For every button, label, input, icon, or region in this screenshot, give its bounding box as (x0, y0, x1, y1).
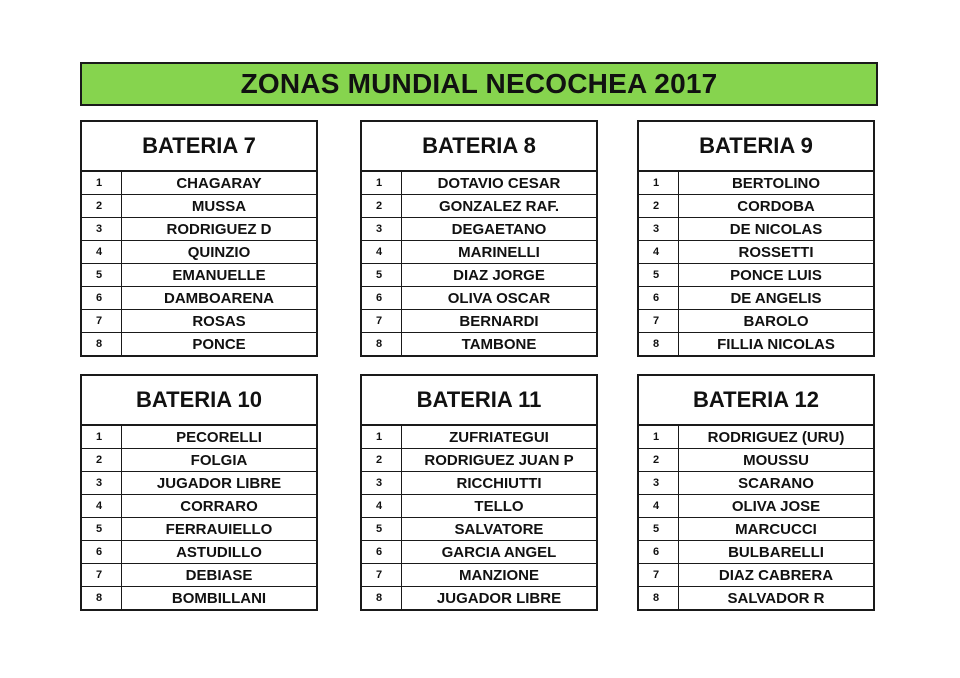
table-row (639, 217, 873, 240)
table-row (639, 309, 873, 332)
table-row (82, 448, 316, 471)
table-row (82, 540, 316, 563)
player-number: 6 (362, 541, 402, 563)
player-number: 6 (82, 287, 122, 309)
table-row (639, 586, 873, 609)
player-name: MARCUCCI (735, 520, 817, 538)
player-number: 1 (362, 172, 402, 194)
player-name: SCARANO (738, 474, 814, 492)
table-row (82, 494, 316, 517)
player-name: MARINELLI (458, 243, 540, 261)
table-row (362, 172, 596, 194)
player-name: BERTOLINO (731, 174, 821, 192)
table-row (362, 194, 596, 217)
player-number: 1 (639, 426, 679, 448)
player-name: CHAGARAY (176, 174, 262, 192)
player-name: DEBIASE (185, 566, 253, 584)
player-number: 3 (82, 218, 122, 240)
player-number: 2 (639, 449, 679, 471)
player-name: OLIVA JOSE (731, 497, 821, 515)
bateria-title: BATERIA 8 (362, 122, 596, 172)
player-name: FOLGIA (190, 451, 248, 469)
player-name: DOTAVIO CESAR (437, 174, 561, 192)
player-number: 5 (639, 518, 679, 540)
player-number: 7 (639, 564, 679, 586)
player-list (82, 172, 316, 355)
player-name: TAMBONE (461, 335, 537, 353)
bateria-table (637, 374, 875, 611)
player-name: DAMBOARENA (164, 289, 274, 307)
table-row (362, 586, 596, 609)
player-number: 4 (82, 495, 122, 517)
table-row (82, 217, 316, 240)
player-number: 8 (639, 333, 679, 355)
player-number: 6 (82, 541, 122, 563)
player-name: ZUFRIATEGUI (449, 428, 549, 446)
player-name: DIAZ CABRERA (718, 566, 834, 584)
player-name: ROSSETTI (738, 243, 814, 261)
player-name: RODRIGUEZ D (166, 220, 272, 238)
player-number: 2 (82, 449, 122, 471)
table-row (82, 240, 316, 263)
table-row (362, 448, 596, 471)
player-name: GONZALEZ RAF. (439, 197, 559, 215)
bateria-title: BATERIA 12 (639, 376, 873, 426)
bateria-title: BATERIA 9 (639, 122, 873, 172)
table-row (82, 286, 316, 309)
bateria-title: BATERIA 10 (82, 376, 316, 426)
player-number: 1 (82, 426, 122, 448)
player-name: JUGADOR LIBRE (156, 474, 282, 492)
player-name: DIAZ JORGE (453, 266, 545, 284)
player-name: QUINZIO (187, 243, 251, 261)
bateria-table (360, 374, 598, 611)
player-number: 2 (362, 195, 402, 217)
table-row (362, 286, 596, 309)
table-row (82, 586, 316, 609)
table-row (82, 563, 316, 586)
table-row (362, 263, 596, 286)
player-number: 3 (639, 472, 679, 494)
player-number: 8 (362, 333, 402, 355)
player-name: ROSAS (192, 312, 246, 330)
table-row (639, 426, 873, 448)
player-number: 5 (82, 518, 122, 540)
table-row (639, 494, 873, 517)
player-number: 6 (362, 287, 402, 309)
player-number: 7 (82, 310, 122, 332)
table-row (362, 494, 596, 517)
bateria-table (80, 374, 318, 611)
table-row (362, 540, 596, 563)
table-row (82, 194, 316, 217)
table-row (362, 563, 596, 586)
player-name: RICCHIUTTI (456, 474, 542, 492)
player-name: BOMBILLANI (171, 589, 267, 607)
player-list (82, 426, 316, 609)
bateria-title: BATERIA 7 (82, 122, 316, 172)
player-name: SALVADOR R (727, 589, 825, 607)
player-number: 5 (362, 518, 402, 540)
table-row (82, 471, 316, 494)
player-number: 7 (639, 310, 679, 332)
player-number: 2 (362, 449, 402, 471)
player-name: MOUSSU (743, 451, 809, 469)
player-list (639, 426, 873, 609)
table-row (82, 332, 316, 355)
player-number: 3 (362, 472, 402, 494)
player-number: 2 (639, 195, 679, 217)
player-name: MANZIONE (459, 566, 539, 584)
player-number: 1 (362, 426, 402, 448)
player-number: 1 (82, 172, 122, 194)
table-row (639, 540, 873, 563)
player-name: PONCE LUIS (730, 266, 822, 284)
player-name: FERRAUIELLO (165, 520, 273, 538)
table-row (639, 332, 873, 355)
player-name: BULBARELLI (728, 543, 824, 561)
player-name: BAROLO (743, 312, 809, 330)
table-row (362, 471, 596, 494)
player-list (362, 172, 596, 355)
table-row (639, 172, 873, 194)
player-name: DE NICOLAS (729, 220, 823, 238)
player-number: 4 (639, 241, 679, 263)
player-number: 7 (362, 564, 402, 586)
player-name: TELLO (474, 497, 524, 515)
player-number: 7 (362, 310, 402, 332)
player-number: 5 (639, 264, 679, 286)
player-number: 4 (362, 241, 402, 263)
player-number: 3 (362, 218, 402, 240)
player-name: FILLIA NICOLAS (717, 335, 835, 353)
player-list (362, 426, 596, 609)
player-name: ASTUDILLO (176, 543, 262, 561)
player-name: EMANUELLE (172, 266, 266, 284)
bateria-table (80, 120, 318, 357)
table-row (82, 309, 316, 332)
table-row (362, 309, 596, 332)
table-row (639, 194, 873, 217)
player-number: 3 (82, 472, 122, 494)
player-name: CORDOBA (737, 197, 815, 215)
player-number: 7 (82, 564, 122, 586)
player-number: 4 (82, 241, 122, 263)
bateria-table (360, 120, 598, 357)
table-row (639, 448, 873, 471)
player-name: PONCE (192, 335, 246, 353)
player-number: 8 (362, 587, 402, 609)
player-name: OLIVA OSCAR (447, 289, 551, 307)
table-row (362, 426, 596, 448)
table-row (82, 263, 316, 286)
player-name: RODRIGUEZ JUAN P (424, 451, 574, 469)
player-number: 2 (82, 195, 122, 217)
player-name: CORRARO (180, 497, 258, 515)
table-row (639, 263, 873, 286)
player-number: 6 (639, 541, 679, 563)
table-row (639, 563, 873, 586)
player-number: 5 (362, 264, 402, 286)
table-row (639, 286, 873, 309)
table-row (362, 332, 596, 355)
player-number: 1 (639, 172, 679, 194)
player-name: RODRIGUEZ (URU) (707, 428, 845, 446)
player-number: 8 (82, 587, 122, 609)
player-name: DEGAETANO (451, 220, 547, 238)
bateria-title: BATERIA 11 (362, 376, 596, 426)
table-row (639, 240, 873, 263)
player-name: SALVATORE (454, 520, 544, 538)
table-row (362, 217, 596, 240)
player-name: MUSSA (191, 197, 247, 215)
player-name: GARCIA ANGEL (441, 543, 557, 561)
table-row (362, 240, 596, 263)
player-name: PECORELLI (176, 428, 262, 446)
table-row (82, 426, 316, 448)
page-title: ZONAS MUNDIAL NECOCHEA 2017 (80, 62, 878, 106)
player-number: 4 (362, 495, 402, 517)
player-name: BERNARDI (459, 312, 539, 330)
player-name: DE ANGELIS (730, 289, 822, 307)
table-row (82, 517, 316, 540)
player-number: 5 (82, 264, 122, 286)
player-number: 4 (639, 495, 679, 517)
player-name: JUGADOR LIBRE (436, 589, 562, 607)
table-row (639, 517, 873, 540)
bateria-table (637, 120, 875, 357)
player-number: 3 (639, 218, 679, 240)
table-row (362, 517, 596, 540)
player-number: 8 (82, 333, 122, 355)
player-number: 8 (639, 587, 679, 609)
player-number: 6 (639, 287, 679, 309)
table-row (82, 172, 316, 194)
player-list (639, 172, 873, 355)
table-row (639, 471, 873, 494)
